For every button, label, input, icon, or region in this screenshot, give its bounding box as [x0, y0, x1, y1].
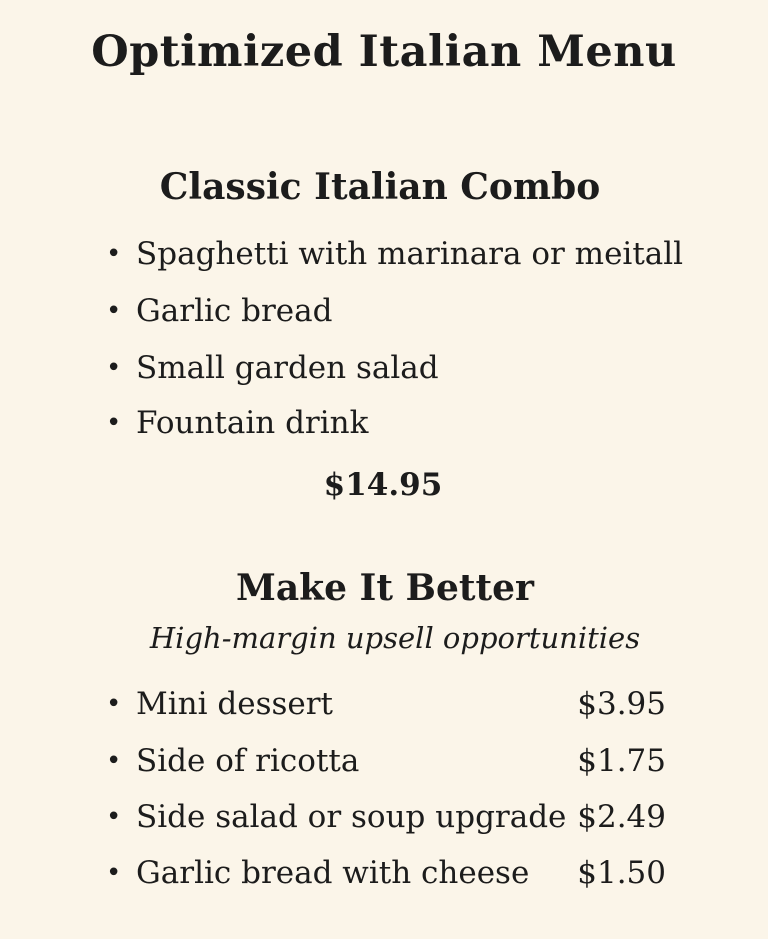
bullet-icon: • [106, 296, 122, 326]
combo-section-title: Classic Italian Combo [159, 166, 601, 208]
bullet-icon: • [106, 408, 122, 438]
combo-item-label: Garlic bread [136, 293, 333, 329]
upsell-item-price: $3.95 [577, 686, 666, 722]
upsell-item-label: Garlic bread with cheese [136, 855, 530, 891]
bullet-icon: • [106, 239, 122, 269]
combo-item [106, 403, 368, 443]
upsell-item-price: $1.75 [577, 743, 666, 779]
combo-item [106, 291, 332, 331]
upsell-item-price: $2.49 [577, 799, 666, 835]
upsell-item-label: Side of ricotta [136, 743, 360, 779]
upsell-item [106, 684, 666, 724]
combo-item-label: Spaghetti with marinara or meitall [136, 236, 684, 272]
upsell-item-price: $1.50 [577, 855, 666, 891]
combo-price: $14.95 [323, 467, 443, 503]
combo-item-label: Fountain drink [136, 405, 369, 441]
upsell-item [106, 797, 666, 837]
combo-item [106, 348, 439, 388]
upsell-item [106, 741, 666, 781]
upsell-item-label: Side salad or soup upgrade [136, 799, 567, 835]
upsell-section-title: Make It Better [235, 567, 535, 609]
bullet-icon: • [106, 746, 122, 776]
bullet-icon: • [106, 689, 122, 719]
combo-item [106, 234, 683, 274]
upsell-item [106, 853, 666, 893]
upsell-subtitle: High-margin upsell opportunities [149, 621, 641, 655]
upsell-item-label: Mini dessert [136, 686, 334, 722]
bullet-icon: • [106, 858, 122, 888]
bullet-icon: • [106, 802, 122, 832]
combo-item-label: Small garden salad [136, 350, 439, 386]
bullet-icon: • [106, 353, 122, 383]
page-title: Optimized Italian Menu [91, 27, 677, 77]
